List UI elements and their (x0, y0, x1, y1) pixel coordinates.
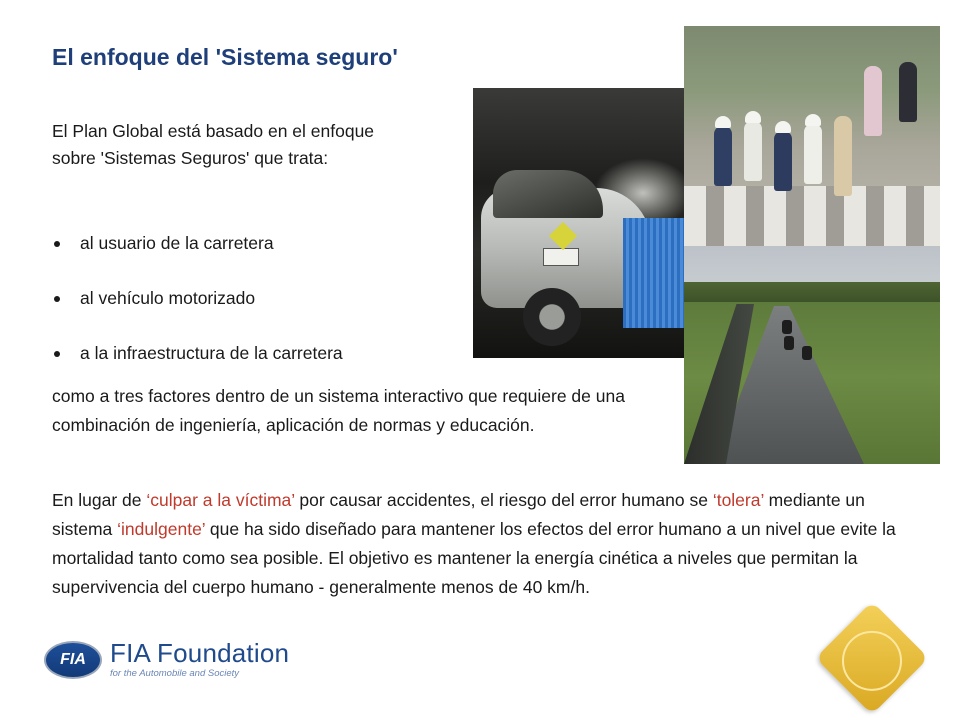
fia-foundation-logo (44, 640, 289, 679)
highlight-blame-victim: ‘culpar a la víctima’ (146, 490, 295, 510)
crash-test-photo (473, 88, 684, 358)
bullet-icon (54, 241, 60, 247)
intro-text: El Plan Global está basado en el enfoque sobre 'Sistemas Seguros' que trata: (52, 121, 375, 168)
decade-of-action-badge-icon (815, 601, 928, 714)
highlight-tolerate: ‘tolera’ (712, 490, 764, 510)
highway-photo (684, 246, 940, 464)
bullet-icon (54, 296, 60, 302)
slide-title: El enfoque del 'Sistema seguro' (52, 44, 398, 70)
students-crossing-photo (684, 26, 940, 246)
safe-system-paragraph (52, 486, 912, 602)
bullet-text: al vehículo motorizado (80, 288, 256, 308)
bullet-item (52, 230, 343, 285)
highlight-forgiving: ‘indulgente’ (117, 519, 206, 539)
bullet-icon (54, 351, 60, 357)
paragraph-text: En lugar de (52, 490, 147, 510)
bullet-text: a la infraestructura de la carretera (80, 343, 343, 363)
bullet-text: al usuario de la carretera (80, 233, 274, 253)
fia-foundation-name: FIA Foundation (110, 638, 290, 668)
fia-foundation-tagline: for the Automobile and Society (110, 668, 240, 679)
bullet-item (52, 285, 343, 340)
paragraph-text: que ha sido diseñado para mantener los efectos del error humano a un nivel que evite la mortalidad tanto como sea posible. El objetivo es mantener la energía cinética a niveles que permitan la supervivencia del cuerpo humano - generalmente menos de 40 km/h. (52, 519, 896, 597)
paragraph-text: por causar accidentes, el riesgo del error humano se (294, 490, 713, 510)
bullet-list (52, 230, 343, 395)
paragraph-text: mediante un sistema (52, 490, 865, 539)
fia-badge-icon: FIA (44, 641, 102, 679)
factors-paragraph: como a tres factores dentro de un sistema interactivo que requiere de una combinación de ingeniería, aplicación de normas y educación. (52, 386, 625, 435)
